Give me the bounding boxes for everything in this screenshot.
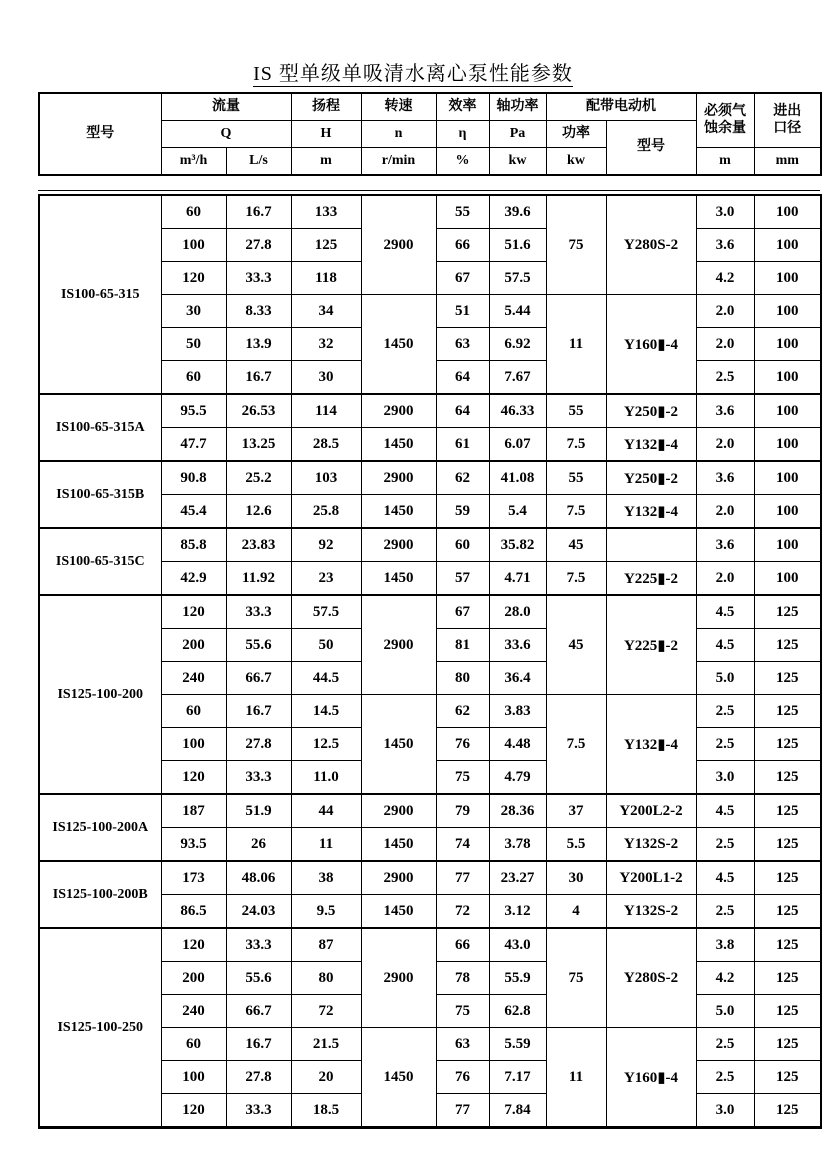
efficiency-pct-cell: 66 [436,928,489,962]
bore-mm-cell: 125 [754,728,821,761]
motor-power-kw-cell: 11 [546,295,606,395]
npsh-label-line1: 必须气 [704,104,746,120]
head-m-cell: 28.5 [291,428,361,462]
motor-power-kw-cell: 55 [546,394,606,428]
shaft-power-kw-cell: 55.9 [489,962,546,995]
npsh-m-cell: 2.0 [696,328,754,361]
efficiency-pct-cell: 75 [436,995,489,1028]
motor-model-cell: Y132▮-4 [606,428,696,462]
flow-ls-cell: 33.3 [226,1094,291,1128]
flow-ls-cell: 33.3 [226,262,291,295]
flow-m3h-cell: 200 [161,629,226,662]
efficiency-pct-cell: 55 [436,195,489,229]
bore-mm-cell: 100 [754,495,821,529]
bore-mm-cell: 100 [754,295,821,328]
motor-model-cell: Y160▮-4 [606,295,696,395]
flow-ls-cell: 11.92 [226,562,291,596]
col-header-head: 扬程 [291,93,361,121]
flow-ls-cell: 27.8 [226,1061,291,1094]
motor-power-label: 功率 [546,121,606,148]
motor-power-kw-cell: 7.5 [546,495,606,529]
npsh-m-cell: 2.5 [696,828,754,862]
flow-ls-cell: 13.9 [226,328,291,361]
shaft-power-kw-cell: 28.36 [489,794,546,828]
efficiency-pct-cell: 78 [436,962,489,995]
npsh-m-cell: 2.5 [696,895,754,929]
bore-unit: mm [754,148,821,176]
motor-power-kw-cell: 45 [546,595,606,695]
head-m-cell: 34 [291,295,361,328]
shaft-power-kw-cell: 43.0 [489,928,546,962]
head-m-cell: 118 [291,262,361,295]
flow-ls-cell: 27.8 [226,728,291,761]
head-m-cell: 92 [291,528,361,562]
npsh-m-cell: 3.0 [696,761,754,795]
speed-rpm-cell: 1450 [361,1028,436,1128]
motor-power-kw-cell: 37 [546,794,606,828]
speed-rpm-cell: 2900 [361,528,436,562]
flow-m3h-cell: 100 [161,229,226,262]
table-row [39,528,821,562]
shaft-power-kw-cell: 5.4 [489,495,546,529]
page-title: IS 型单级单吸清水离心泵性能参数 [253,63,573,85]
flow-ls-cell: 12.6 [226,495,291,529]
npsh-m-cell: 5.0 [696,662,754,695]
motor-power-kw-cell: 7.5 [546,562,606,596]
shaft-power-kw-cell: 7.17 [489,1061,546,1094]
head-m-cell: 38 [291,861,361,895]
shaft-power-kw-cell: 4.48 [489,728,546,761]
speed-rpm-cell: 2900 [361,928,436,1028]
col-header-flow: 流量 [161,93,291,121]
speed-rpm-cell: 2900 [361,394,436,428]
efficiency-pct-cell: 57 [436,562,489,596]
motor-power-kw-cell: 7.5 [546,695,606,795]
motor-model-cell: Y200L2-2 [606,794,696,828]
speed-rpm-cell: 1450 [361,295,436,395]
flow-ls-cell: 24.03 [226,895,291,929]
npsh-m-cell: 4.2 [696,962,754,995]
flow-m3h-cell: 42.9 [161,562,226,596]
motor-power-kw-cell: 75 [546,928,606,1028]
speed-rpm-cell: 2900 [361,861,436,895]
bore-mm-cell: 125 [754,629,821,662]
col-header-shaft-power: 轴功率 [489,93,546,121]
pump-model-cell: IS125-100-200A [39,794,161,861]
head-m-cell: 30 [291,361,361,395]
head-m-cell: 23 [291,562,361,596]
flow-ls-cell: 25.2 [226,461,291,495]
efficiency-pct-cell: 62 [436,461,489,495]
bore-mm-cell: 100 [754,528,821,562]
flow-ls-cell: 26.53 [226,394,291,428]
efficiency-pct-cell: 77 [436,1094,489,1128]
col-header-efficiency: 效率 [436,93,489,121]
bore-mm-cell: 100 [754,262,821,295]
flow-m3h-cell: 60 [161,361,226,395]
motor-power-kw-cell: 4 [546,895,606,929]
head-m-cell: 12.5 [291,728,361,761]
pump-model-cell: IS100-65-315B [39,461,161,528]
table-row [39,195,821,229]
shaft-power-kw-cell: 28.0 [489,595,546,629]
flow-ls-cell: 33.3 [226,595,291,629]
shaft-power-kw-cell: 41.08 [489,461,546,495]
bore-mm-cell: 125 [754,895,821,929]
head-m-cell: 20 [291,1061,361,1094]
header-row-labels [39,93,821,121]
shaft-power-kw-cell: 5.59 [489,1028,546,1061]
speed-rpm-cell: 1450 [361,562,436,596]
shaft-power-kw-cell: 57.5 [489,262,546,295]
motor-power-kw-cell: 75 [546,195,606,295]
speed-rpm-cell: 2900 [361,195,436,295]
flow-ls-cell: 23.83 [226,528,291,562]
head-m-cell: 44 [291,794,361,828]
head-m-cell: 21.5 [291,1028,361,1061]
head-m-cell: 11 [291,828,361,862]
flow-m3h-cell: 60 [161,1028,226,1061]
flow-unit-ls: L/s [226,148,291,176]
table-row [39,928,821,962]
header-table [38,92,822,176]
shaft-power-kw-cell: 7.84 [489,1094,546,1128]
pump-model-cell: IS100-65-315C [39,528,161,595]
shaft-power-kw-cell: 3.78 [489,828,546,862]
efficiency-pct-cell: 63 [436,1028,489,1061]
motor-power-kw-cell: 55 [546,461,606,495]
flow-ls-cell: 26 [226,828,291,862]
flow-ls-cell: 16.7 [226,361,291,395]
motor-model-cell: Y160▮-4 [606,1028,696,1128]
speed-rpm-cell: 1450 [361,428,436,462]
efficiency-pct-cell: 67 [436,595,489,629]
flow-ls-cell: 27.8 [226,229,291,262]
flow-ls-cell: 33.3 [226,928,291,962]
flow-ls-cell: 16.7 [226,1028,291,1061]
col-header-bore [754,93,821,148]
bore-mm-cell: 125 [754,794,821,828]
efficiency-pct-cell: 72 [436,895,489,929]
head-m-cell: 57.5 [291,595,361,629]
performance-table-section [38,190,820,1129]
head-m-cell: 44.5 [291,662,361,695]
speed-rpm-cell: 2900 [361,461,436,495]
bore-mm-cell: 125 [754,662,821,695]
flow-m3h-cell: 100 [161,1061,226,1094]
shaft-power-kw-cell: 39.6 [489,195,546,229]
flow-m3h-cell: 60 [161,195,226,229]
head-m-cell: 11.0 [291,761,361,795]
flow-ls-cell: 16.7 [226,195,291,229]
flow-m3h-cell: 45.4 [161,495,226,529]
efficiency-pct-cell: 67 [436,262,489,295]
npsh-m-cell: 4.5 [696,595,754,629]
head-m-cell: 32 [291,328,361,361]
speed-rpm-cell: 2900 [361,794,436,828]
flow-m3h-cell: 173 [161,861,226,895]
bore-mm-cell: 125 [754,928,821,962]
performance-table [38,194,822,1129]
bore-mm-cell: 100 [754,461,821,495]
efficiency-pct-cell: 76 [436,728,489,761]
shaft-power-kw-cell: 51.6 [489,229,546,262]
flow-ls-cell: 51.9 [226,794,291,828]
shaft-power-kw-cell: 33.6 [489,629,546,662]
head-m-cell: 72 [291,995,361,1028]
npsh-m-cell: 2.5 [696,1061,754,1094]
efficiency-pct-cell: 59 [436,495,489,529]
flow-m3h-cell: 187 [161,794,226,828]
efficiency-pct-cell: 64 [436,361,489,395]
efficiency-pct-cell: 61 [436,428,489,462]
motor-power-kw-cell: 7.5 [546,428,606,462]
speed-rpm-cell: 1450 [361,695,436,795]
bore-mm-cell: 100 [754,328,821,361]
flow-m3h-cell: 85.8 [161,528,226,562]
npsh-m-cell: 2.0 [696,562,754,596]
npsh-m-cell: 3.6 [696,461,754,495]
motor-model-cell: Y132S-2 [606,895,696,929]
flow-m3h-cell: 100 [161,728,226,761]
head-m-cell: 25.8 [291,495,361,529]
efficiency-pct-cell: 60 [436,528,489,562]
npsh-m-cell: 3.0 [696,195,754,229]
pump-model-cell: IS100-65-315 [39,195,161,394]
bore-mm-cell: 100 [754,394,821,428]
flow-ls-cell: 66.7 [226,662,291,695]
head-m-cell: 133 [291,195,361,229]
npsh-m-cell: 2.5 [696,1028,754,1061]
head-m-cell: 125 [291,229,361,262]
pump-model-cell: IS125-100-200B [39,861,161,928]
col-header-motor: 配带电动机 [546,93,696,121]
col-header-pump-model: 型号 [39,93,161,175]
flow-m3h-cell: 120 [161,595,226,629]
npsh-m-cell: 4.5 [696,629,754,662]
flow-ls-cell: 13.25 [226,428,291,462]
shaft-power-kw-cell: 5.44 [489,295,546,328]
bore-mm-cell: 100 [754,195,821,229]
bore-mm-cell: 125 [754,1094,821,1128]
flow-ls-cell: 33.3 [226,761,291,795]
npsh-m-cell: 2.5 [696,695,754,728]
shaft-power-kw-cell: 4.79 [489,761,546,795]
motor-power-kw-cell: 30 [546,861,606,895]
speed-rpm-cell: 1450 [361,895,436,929]
bore-label-line2: 口径 [773,120,802,136]
efficiency-pct-cell: 66 [436,229,489,262]
motor-model-cell: Y132▮-4 [606,495,696,529]
motor-model-cell: Y250▮-2 [606,461,696,495]
table-row [39,394,821,428]
motor-model-cell [606,528,696,562]
flow-unit-m3h: m³/h [161,148,226,176]
flow-ls-cell: 55.6 [226,962,291,995]
head-m-cell: 87 [291,928,361,962]
npsh-label-line2: 蚀余量 [704,120,746,136]
flow-ls-cell: 55.6 [226,629,291,662]
pump-model-cell: IS100-65-315A [39,394,161,461]
flow-m3h-cell: 90.8 [161,461,226,495]
shaft-power-kw-cell: 6.92 [489,328,546,361]
flow-m3h-cell: 95.5 [161,394,226,428]
pump-table-body [39,195,821,1128]
flow-ls-cell: 8.33 [226,295,291,328]
flow-m3h-cell: 60 [161,695,226,728]
npsh-m-cell: 4.5 [696,861,754,895]
npsh-m-cell: 3.6 [696,229,754,262]
flow-m3h-cell: 240 [161,662,226,695]
motor-power-kw-cell: 5.5 [546,828,606,862]
head-m-cell: 103 [291,461,361,495]
bore-mm-cell: 125 [754,1061,821,1094]
pump-model-cell: IS125-100-250 [39,928,161,1128]
bore-mm-cell: 125 [754,861,821,895]
flow-m3h-cell: 120 [161,262,226,295]
shaft-power-kw-cell: 46.33 [489,394,546,428]
motor-model-cell: Y250▮-2 [606,394,696,428]
motor-model-cell: Y280S-2 [606,928,696,1028]
bore-mm-cell: 125 [754,828,821,862]
npsh-m-cell: 3.0 [696,1094,754,1128]
flow-m3h-cell: 120 [161,928,226,962]
flow-ls-cell: 48.06 [226,861,291,895]
npsh-m-cell: 3.8 [696,928,754,962]
col-header-npsh [696,93,754,148]
flow-symbol: Q [161,121,291,148]
bore-mm-cell: 125 [754,1028,821,1061]
motor-model-label: 型号 [606,121,696,176]
speed-rpm-cell: 2900 [361,595,436,695]
head-m-cell: 9.5 [291,895,361,929]
shaft-power-kw-cell: 7.67 [489,361,546,395]
shaft-power-kw-cell: 6.07 [489,428,546,462]
table-row [39,794,821,828]
efficiency-pct-cell: 81 [436,629,489,662]
flow-m3h-cell: 30 [161,295,226,328]
motor-model-cell: Y200L1-2 [606,861,696,895]
shaft-power-kw-cell: 3.12 [489,895,546,929]
npsh-m-cell: 2.0 [696,428,754,462]
speed-unit: r/min [361,148,436,176]
shaft-power-symbol: Pa [489,121,546,148]
efficiency-symbol: η [436,121,489,148]
motor-model-cell: Y225▮-2 [606,562,696,596]
shaft-power-kw-cell: 62.8 [489,995,546,1028]
efficiency-pct-cell: 64 [436,394,489,428]
motor-model-cell: Y280S-2 [606,195,696,295]
speed-rpm-cell: 1450 [361,495,436,529]
flow-m3h-cell: 240 [161,995,226,1028]
efficiency-pct-cell: 77 [436,861,489,895]
efficiency-pct-cell: 75 [436,761,489,795]
flow-m3h-cell: 86.5 [161,895,226,929]
table-row [39,861,821,895]
bore-mm-cell: 125 [754,962,821,995]
flow-m3h-cell: 50 [161,328,226,361]
npsh-m-cell: 4.5 [696,794,754,828]
head-symbol: H [291,121,361,148]
bore-mm-cell: 125 [754,995,821,1028]
flow-m3h-cell: 120 [161,761,226,795]
shaft-power-kw-cell: 35.82 [489,528,546,562]
flow-m3h-cell: 120 [161,1094,226,1128]
efficiency-pct-cell: 79 [436,794,489,828]
table-row [39,595,821,629]
efficiency-pct-cell: 63 [436,328,489,361]
efficiency-pct-cell: 80 [436,662,489,695]
flow-ls-cell: 16.7 [226,695,291,728]
npsh-m-cell: 4.2 [696,262,754,295]
bore-mm-cell: 100 [754,361,821,395]
npsh-m-cell: 2.0 [696,295,754,328]
npsh-m-cell: 3.6 [696,394,754,428]
shaft-power-kw-cell: 4.71 [489,562,546,596]
npsh-m-cell: 2.5 [696,361,754,395]
head-m-cell: 80 [291,962,361,995]
bore-mm-cell: 125 [754,761,821,795]
efficiency-pct-cell: 74 [436,828,489,862]
motor-power-kw-cell: 11 [546,1028,606,1128]
head-m-cell: 50 [291,629,361,662]
motor-model-cell: Y132S-2 [606,828,696,862]
flow-m3h-cell: 47.7 [161,428,226,462]
bore-label-line1: 进出 [773,104,802,120]
head-m-cell: 18.5 [291,1094,361,1128]
npsh-m-cell: 5.0 [696,995,754,1028]
shaft-power-unit: kw [489,148,546,176]
shaft-power-kw-cell: 36.4 [489,662,546,695]
table-row [39,461,821,495]
head-unit: m [291,148,361,176]
shaft-power-kw-cell: 3.83 [489,695,546,728]
flow-m3h-cell: 200 [161,962,226,995]
bore-mm-cell: 125 [754,695,821,728]
bore-mm-cell: 100 [754,562,821,596]
efficiency-pct-cell: 76 [436,1061,489,1094]
efficiency-pct-cell: 51 [436,295,489,328]
npsh-m-cell: 2.0 [696,495,754,529]
pump-model-cell: IS125-100-200 [39,595,161,794]
speed-symbol: n [361,121,436,148]
npsh-m-cell: 3.6 [696,528,754,562]
efficiency-unit: % [436,148,489,176]
motor-power-kw-cell: 45 [546,528,606,562]
motor-model-cell: Y225▮-2 [606,595,696,695]
efficiency-pct-cell: 62 [436,695,489,728]
npsh-unit: m [696,148,754,176]
col-header-speed: 转速 [361,93,436,121]
motor-model-cell: Y132▮-4 [606,695,696,795]
bore-mm-cell: 100 [754,428,821,462]
head-m-cell: 14.5 [291,695,361,728]
flow-m3h-cell: 93.5 [161,828,226,862]
shaft-power-kw-cell: 23.27 [489,861,546,895]
flow-ls-cell: 66.7 [226,995,291,1028]
bore-mm-cell: 125 [754,595,821,629]
npsh-m-cell: 2.5 [696,728,754,761]
speed-rpm-cell: 1450 [361,828,436,862]
head-m-cell: 114 [291,394,361,428]
bore-mm-cell: 100 [754,229,821,262]
motor-power-unit: kw [546,148,606,176]
